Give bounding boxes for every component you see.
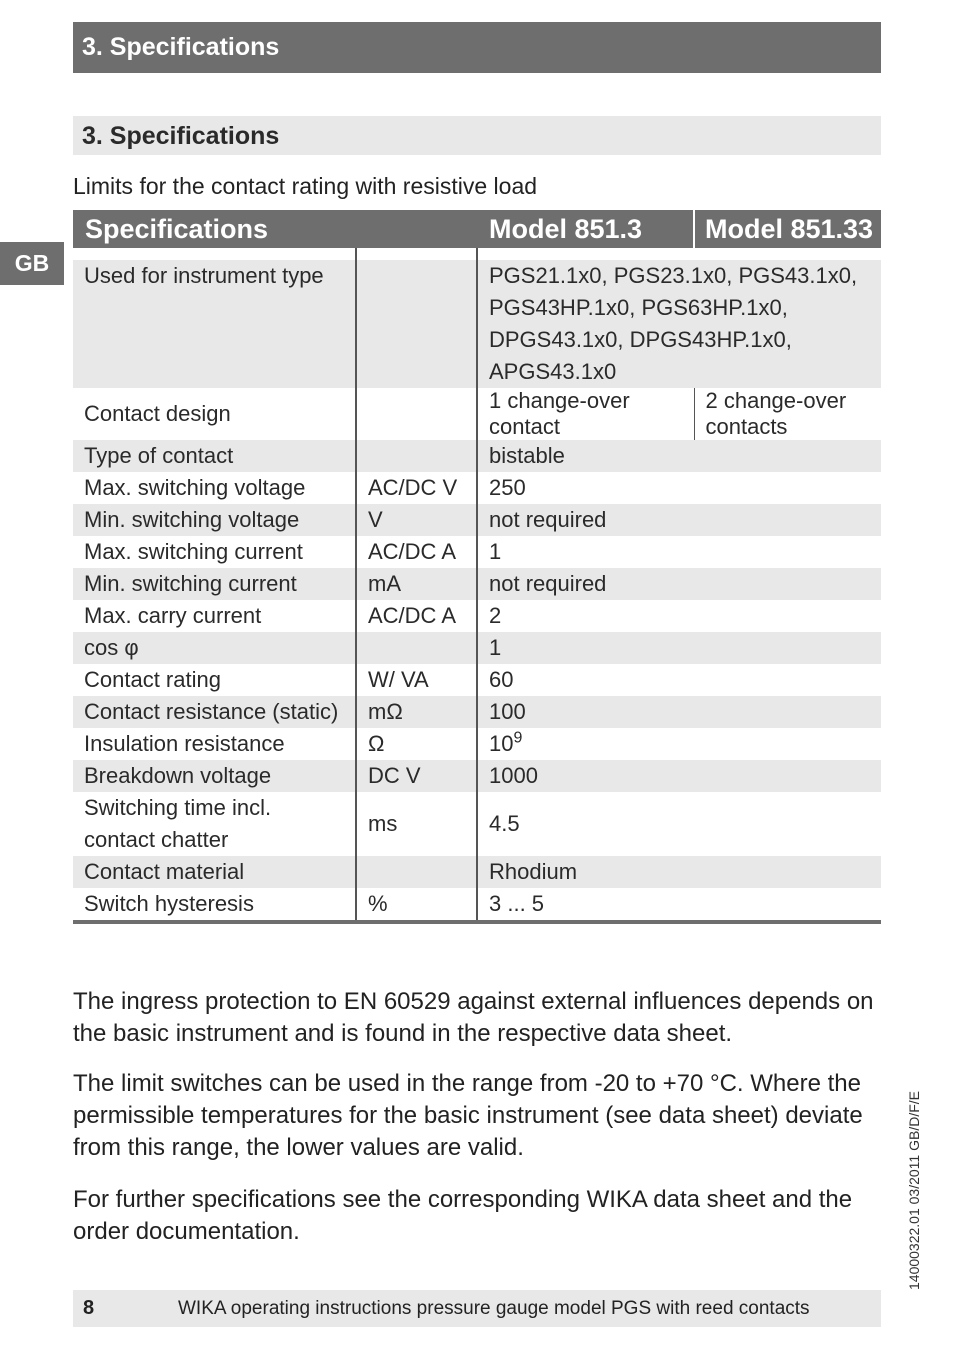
page-footer (73, 1290, 881, 1327)
table-row (73, 536, 881, 568)
cell-line: contact (489, 414, 560, 439)
row-unit: DC V (356, 760, 477, 792)
header-model-1: Model 851.3 (477, 210, 694, 248)
table-spacer (73, 248, 881, 260)
row-label: Contact material (73, 856, 356, 888)
table-row (73, 600, 881, 632)
row-label (73, 792, 356, 856)
row-value: Rhodium (477, 856, 881, 888)
page-header: 3. Specifications (73, 22, 881, 73)
cell-line: 1 change-over (489, 388, 630, 413)
header-specifications: Specifications (73, 210, 477, 248)
instrument-type-line: APGS43.1x0 (489, 359, 617, 384)
table-row (73, 440, 881, 472)
row-label: cos φ (73, 632, 356, 664)
section-title: 3. Specifications (73, 116, 881, 155)
table-row (73, 504, 881, 536)
label-line: contact chatter (84, 827, 229, 852)
table-row (73, 792, 881, 856)
instrument-type-line: DPGS43.1x0, DPGS43HP.1x0, (489, 327, 792, 352)
header-model-2: Model 851.33 (694, 210, 881, 248)
row-label: Min. switching voltage (73, 504, 356, 536)
row-value: 100 (477, 696, 881, 728)
contact-design-model-1 (477, 388, 694, 440)
table-row (73, 632, 881, 664)
row-value: 60 (489, 667, 514, 692)
row-unit: AC/DC A (356, 536, 477, 568)
footer-text: WIKA operating instructions pressure gauge model PGS with reed contacts (178, 1298, 810, 1319)
document-code: 14000322.01 03/2011 GB/D/F/E (906, 1091, 922, 1290)
row-label: Switch hysteresis (73, 888, 356, 922)
page-number: 8 (83, 1297, 95, 1319)
instrument-type-line: PGS43HP.1x0, PGS63HP.1x0, (489, 295, 788, 320)
row-label: Max. switching voltage (84, 475, 306, 500)
row-unit (356, 632, 477, 664)
row-unit (356, 260, 477, 388)
row-value: 1 (489, 539, 502, 564)
row-value: 250 (489, 475, 526, 500)
row-unit (356, 440, 477, 472)
row-unit: AC/DC V (356, 472, 477, 504)
row-unit: ms (356, 792, 477, 856)
row-value: 3 ... 5 (477, 888, 881, 922)
paragraph-further-specs: For further specifications see the corresponding WIKA data sheet and the order documentation. (73, 1186, 853, 1245)
row-label: Max. carry current (84, 603, 262, 628)
row-unit: Ω (356, 728, 477, 760)
table-row (73, 568, 881, 600)
label-line: Switching time incl. (84, 795, 272, 820)
table-row (73, 888, 881, 922)
row-unit (356, 856, 477, 888)
row-label: Used for instrument type (73, 260, 356, 388)
language-tab: GB (0, 242, 64, 285)
row-label: Insulation resistance (84, 731, 285, 756)
contact-design-model-2 (694, 388, 881, 440)
table-row (73, 728, 881, 760)
row-unit: % (356, 888, 477, 922)
cell-line: contacts (705, 414, 788, 439)
table-intro: Limits for the contact rating with resistive load (73, 173, 538, 199)
table-row (73, 260, 881, 388)
value-exponent: 9 (513, 729, 523, 747)
cell-line: 2 change-over (705, 388, 847, 413)
row-unit: AC/DC A (356, 600, 477, 632)
table-row (73, 856, 881, 888)
row-label: Min. switching current (73, 568, 356, 600)
table-row (73, 696, 881, 728)
row-value: not required (477, 568, 881, 600)
row-unit: mA (356, 568, 477, 600)
table-header-row (73, 210, 881, 248)
row-label: Contact design (84, 401, 231, 426)
row-value: 2 (489, 603, 502, 628)
row-label: Max. switching current (84, 539, 303, 564)
specifications-table (73, 210, 881, 924)
row-value (477, 728, 881, 760)
row-unit: W/ VA (356, 664, 477, 696)
row-value: 1000 (477, 760, 881, 792)
row-value: not required (477, 504, 881, 536)
row-label: Contact rating (84, 667, 221, 692)
instrument-types (477, 260, 881, 388)
row-value: bistable (477, 440, 881, 472)
table-row (73, 664, 881, 696)
row-unit (356, 388, 477, 440)
table-row (73, 760, 881, 792)
row-label: Type of contact (73, 440, 356, 472)
instrument-type-line: PGS21.1x0, PGS23.1x0, PGS43.1x0, (489, 263, 858, 288)
table-row (73, 388, 881, 440)
table-row (73, 472, 881, 504)
value-base: 10 (489, 731, 514, 756)
row-unit: V (356, 504, 477, 536)
row-label: Breakdown voltage (73, 760, 356, 792)
paragraph-temperature-range: The limit switches can be used in the range from -20 to +70 °C. Where the permissible temperatures for the basic instrument (see data sheet) deviate from this range, the lower values are valid. (73, 1070, 863, 1161)
paragraph-ingress-protection: The ingress protection to EN 60529 against external influences depends on the basic instrument and is found in the respective data sheet. (73, 988, 874, 1047)
row-value: 1 (477, 632, 881, 664)
row-value: 4.5 (489, 811, 520, 836)
row-label: Contact resistance (static) (73, 696, 356, 728)
row-unit: mΩ (356, 696, 477, 728)
